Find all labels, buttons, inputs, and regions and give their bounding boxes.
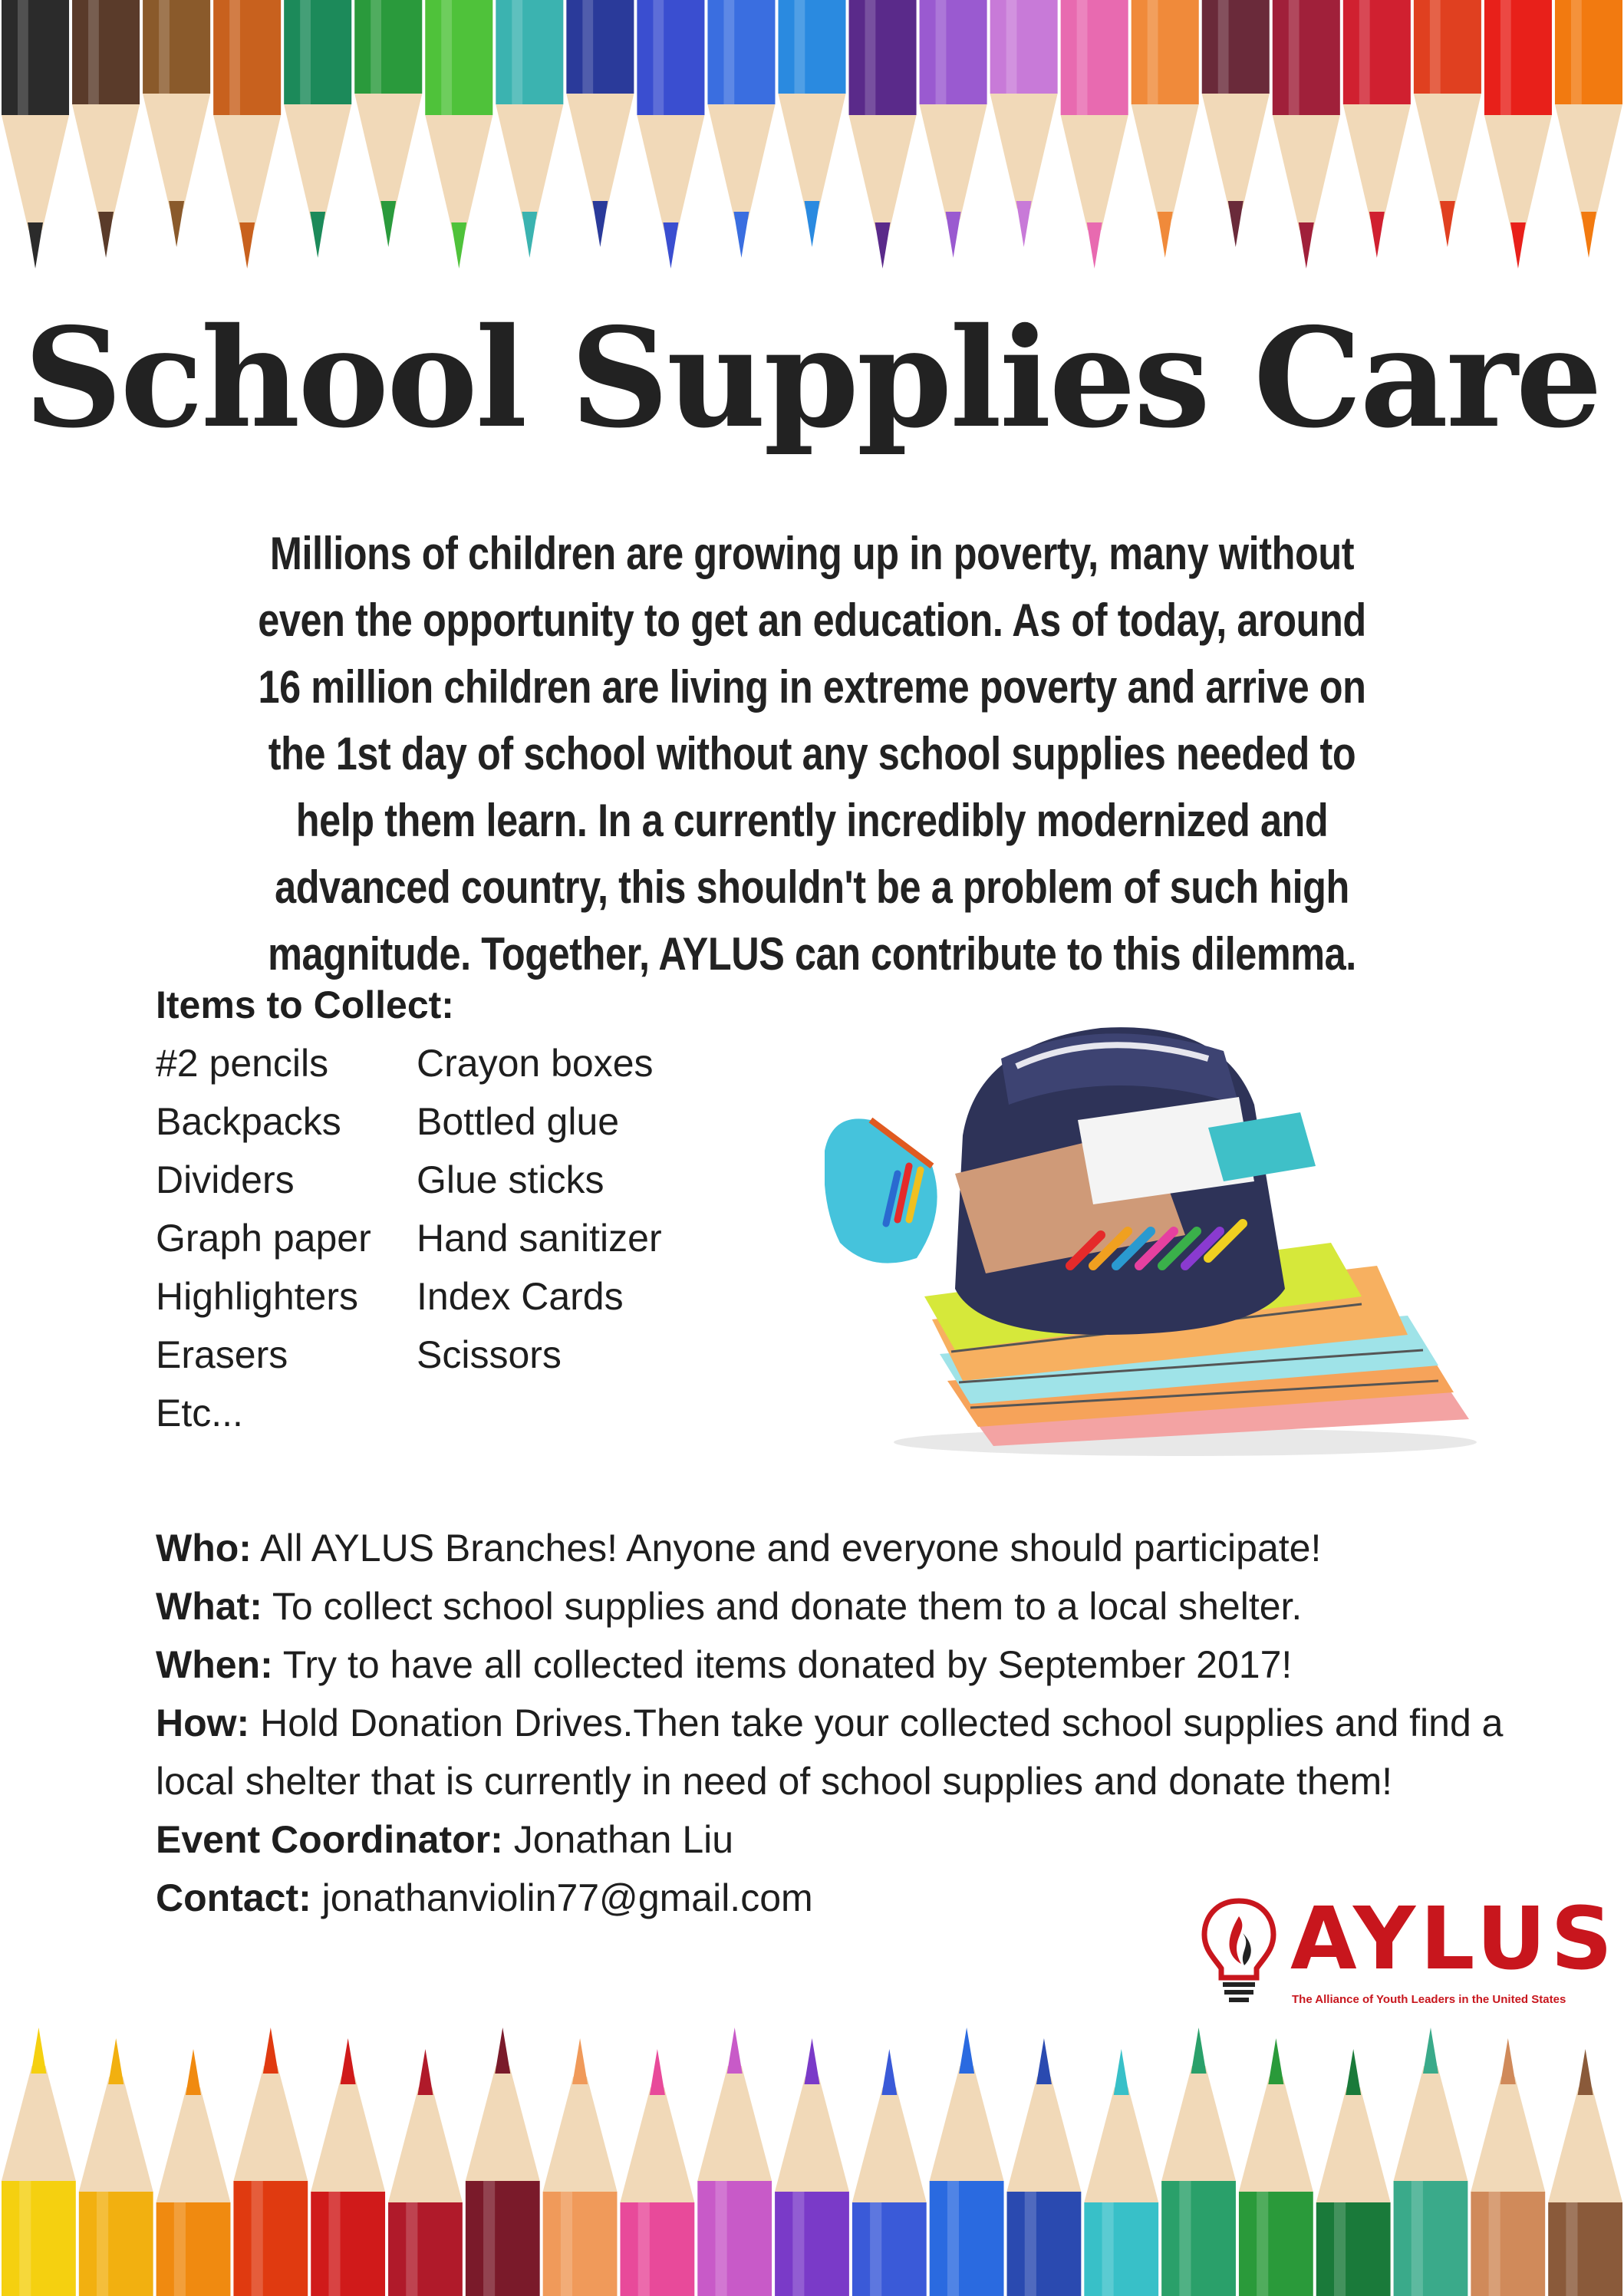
pencil: [1007, 2038, 1082, 2296]
pencil: [1414, 0, 1481, 247]
pencil: [72, 0, 140, 258]
pencil: [466, 2028, 540, 2296]
aylus-logo: [1197, 1889, 1618, 2010]
pencil: [1239, 2038, 1313, 2296]
items-to-collect: [156, 976, 662, 1442]
when-value: Try to have all collected items donated by September 2017!: [272, 1643, 1293, 1686]
pencil: [354, 0, 422, 247]
lightbulb-flame-icon: [1197, 1895, 1281, 2010]
pencil: [707, 0, 775, 258]
pencil: [311, 2038, 385, 2296]
pencil: [1548, 2049, 1622, 2296]
item-name: Scissors: [417, 1333, 562, 1376]
pencil: [425, 0, 492, 268]
what-label: What:: [156, 1585, 262, 1628]
when-label: When:: [156, 1643, 273, 1686]
list-item: [156, 1151, 662, 1209]
list-item: [156, 1034, 662, 1092]
pencil-border-top: [0, 0, 1624, 292]
item-name: Backpacks: [156, 1100, 341, 1143]
coordinator-line: [156, 1810, 1506, 1869]
item-name: Index Cards: [417, 1275, 624, 1318]
pencil: [566, 0, 634, 247]
list-item: [156, 1267, 662, 1326]
item-name: Crayon boxes: [417, 1042, 654, 1085]
pencil: [2, 2028, 76, 2296]
pencil: [233, 2028, 308, 2296]
coordinator-value: Jonathan Liu: [502, 1818, 734, 1861]
pencil: [1202, 0, 1270, 247]
item-name: #2 pencils: [156, 1042, 329, 1085]
pencil: [1316, 2049, 1391, 2296]
how-label: How:: [156, 1701, 250, 1744]
pencil: [284, 0, 351, 258]
pencils-top-illustration: [0, 0, 1624, 292]
pencil: [1273, 0, 1340, 268]
what-value: To collect school supplies and donate them to a local shelter.: [262, 1585, 1303, 1628]
who-value: All AYLUS Branches! Anyone and everyone should participate!: [251, 1527, 1322, 1570]
logo-tagline: The Alliance of Youth Leaders in the United States: [1292, 1993, 1566, 2006]
pencil: [1061, 0, 1128, 268]
pencil: [496, 0, 563, 258]
page-title: School Supplies Care: [24, 298, 1600, 458]
pencil: [852, 2049, 927, 2296]
how-line: [156, 1694, 1506, 1810]
item-name: Hand sanitizer: [417, 1217, 662, 1260]
pencils-bottom-illustration: [0, 2004, 1624, 2296]
list-item: [156, 1092, 662, 1151]
pencil: [1394, 2028, 1468, 2296]
when-line: [156, 1636, 1506, 1694]
item-name: Graph paper: [156, 1217, 371, 1260]
who-label: Who:: [156, 1527, 252, 1570]
pencil: [1161, 2028, 1236, 2296]
pencil: [697, 2028, 772, 2296]
pencil: [156, 2049, 231, 2296]
logo-wordmark: AYLUS: [1290, 1889, 1618, 1989]
pencil: [1132, 0, 1199, 258]
pencil: [849, 0, 917, 268]
item-name: Highlighters: [156, 1275, 359, 1318]
how-value: Hold Donation Drives.Then take your collected school supplies and find a local shelter that is currently in need of school supplies and donate them!: [156, 1701, 1504, 1803]
pencil-border-bottom: [0, 2004, 1624, 2296]
items-heading: Items to Collect:: [156, 983, 454, 1026]
pencil: [1343, 0, 1411, 258]
item-name: Erasers: [156, 1333, 288, 1376]
pencil: [775, 2038, 849, 2296]
pencil: [620, 2049, 694, 2296]
item-name: Glue sticks: [417, 1158, 604, 1201]
intro-paragraph: Millions of children are growing up in poverty, many without even the opportunity to get an education. As of today, around 16 million children are living in extreme poverty and arrive on the 1st day of school without any school supplies needed to help them learn. In a currently incredibly modernized and advanced country, this shouldn't be a problem of such high magnitude. Together, AYLUS can contribute to this dilemma.: [258, 528, 1366, 980]
pencil: [778, 0, 845, 247]
what-line: [156, 1577, 1506, 1636]
list-item: [156, 1326, 662, 1384]
school-supplies-image: [825, 1013, 1484, 1458]
list-item: [156, 1209, 662, 1267]
pencil: [543, 2038, 618, 2296]
pencil: [143, 0, 210, 247]
pencil: [79, 2038, 153, 2296]
contact-email[interactable]: jonathanviolin77@gmail.com: [311, 1876, 813, 1919]
who-line: [156, 1519, 1506, 1577]
item-name: Dividers: [156, 1158, 295, 1201]
pencil: [637, 0, 704, 268]
pencil: [930, 2028, 1004, 2296]
pencil: [1555, 0, 1622, 258]
pencil: [388, 2049, 463, 2296]
item-name: Bottled glue: [417, 1100, 620, 1143]
coordinator-label: Event Coordinator:: [156, 1818, 503, 1861]
pencil: [213, 0, 281, 268]
items-etc: Etc...: [156, 1392, 243, 1435]
pencil: [1484, 0, 1552, 268]
pencil: [1471, 2038, 1545, 2296]
event-details: [156, 1519, 1506, 1927]
contact-label: Contact:: [156, 1876, 311, 1919]
pencil: [920, 0, 987, 258]
pencil: [2, 0, 69, 268]
pencil: [990, 0, 1058, 247]
pencil: [1084, 2049, 1158, 2296]
